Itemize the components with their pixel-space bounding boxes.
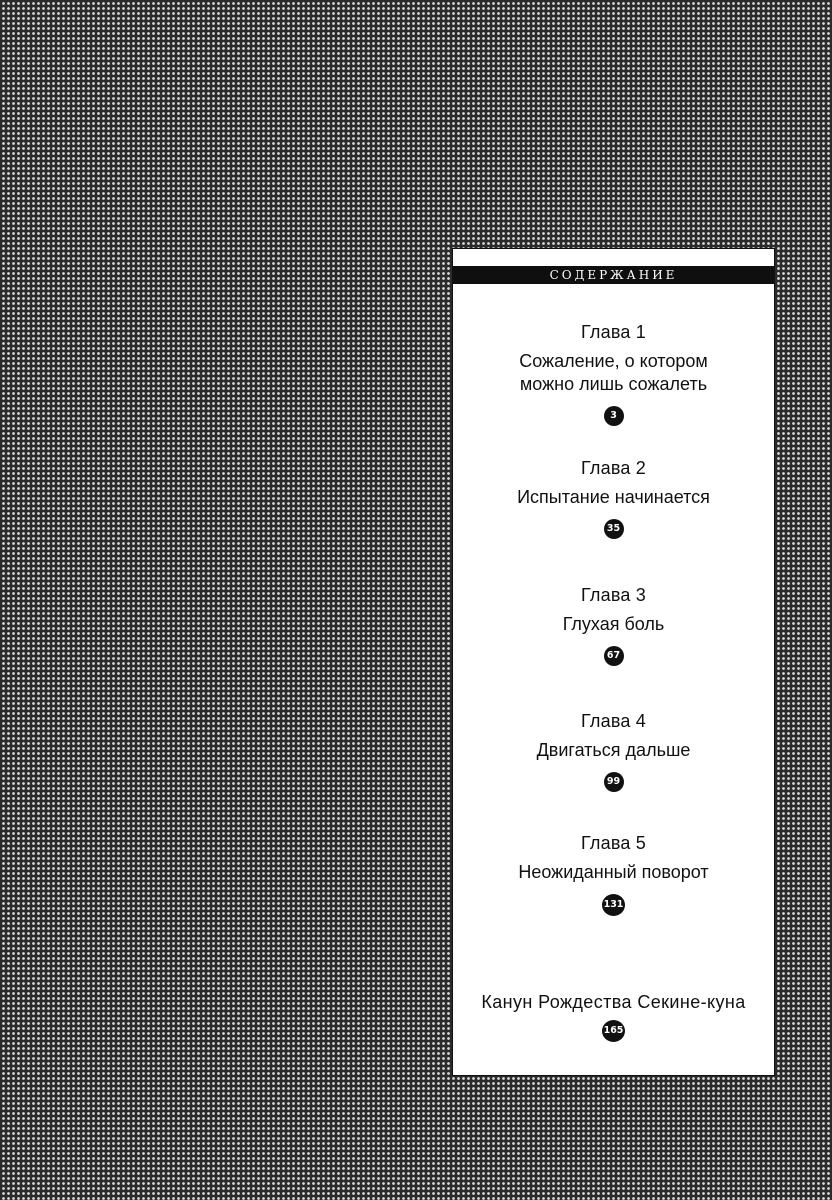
page-number-badge: 99 — [604, 772, 624, 792]
toc-heading: СОДЕРЖАНИЕ — [453, 266, 774, 284]
page-number-badge: 131 — [602, 894, 625, 916]
toc-entry-bonus[interactable] — [453, 991, 774, 1042]
chapter-title-line-2: можно лишь сожалеть — [519, 374, 708, 394]
page-number-badge: 67 — [604, 646, 624, 666]
bonus-chapter-title: Канун Рождества Секине-куна — [481, 992, 746, 1012]
page-number-badge: 3 — [604, 406, 624, 426]
toc-entry-chapter-3[interactable] — [453, 584, 774, 666]
chapter-title: Двигаться дальше — [536, 740, 691, 760]
chapter-number: Глава 1 — [580, 322, 647, 342]
table-of-contents-panel — [452, 248, 775, 1076]
chapter-number: Глава 2 — [580, 458, 647, 478]
chapter-title: Глухая боль — [562, 614, 665, 634]
page-number-badge: 165 — [602, 1020, 625, 1042]
toc-entry-chapter-2[interactable] — [453, 457, 774, 539]
toc-entry-chapter-5[interactable] — [453, 832, 774, 916]
page-number-badge: 35 — [604, 519, 624, 539]
toc-entry-chapter-1[interactable] — [453, 321, 774, 426]
toc-entry-chapter-4[interactable] — [453, 710, 774, 792]
chapter-number: Глава 5 — [580, 833, 647, 853]
chapter-number: Глава 4 — [580, 711, 647, 731]
chapter-title-line-1: Сожаление, о котором — [519, 351, 708, 371]
chapter-title — [453, 350, 774, 396]
chapter-number: Глава 3 — [580, 585, 647, 605]
chapter-title: Испытание начинается — [517, 487, 710, 507]
chapter-title: Неожиданный поворот — [518, 862, 709, 882]
